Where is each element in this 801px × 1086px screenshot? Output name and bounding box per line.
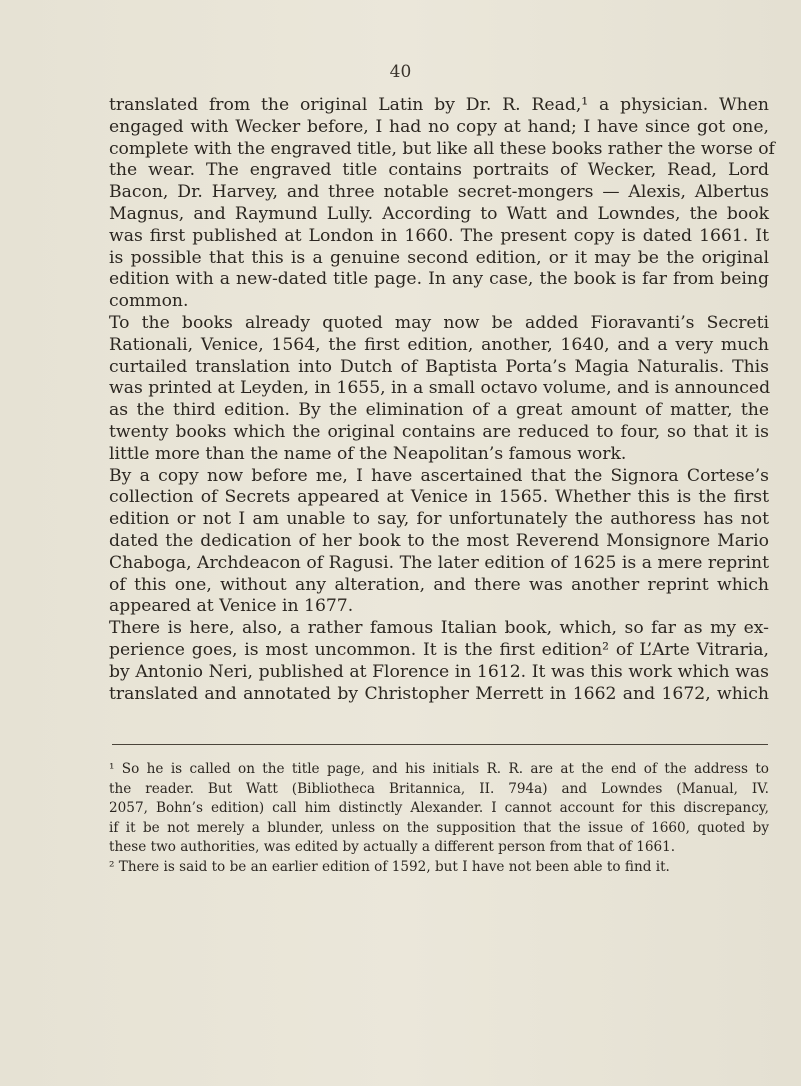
body-text-line: edition with a new-dated title page. In any case, the book is far from being	[109, 269, 769, 290]
body-text-line: by Antonio Neri, published at Florence in 1612. It was this work which was	[109, 661, 769, 682]
body-text-line: appeared at Venice in 1677.	[109, 596, 354, 617]
body-text-line: dated the dedication of her book to the most Reverend Monsignore Mario	[109, 530, 769, 551]
body-text-line: common.	[109, 291, 189, 312]
footnote-rule	[112, 744, 768, 745]
footnotes	[109, 760, 769, 878]
footnote-line: 2057, Bohn’s edition) call him distinctly Alexander. I cannot account for this discrepancy,	[109, 800, 769, 817]
footnote-line: the reader. But Watt (Bibliotheca Britannica, II. 794a) and Lowndes (Manual, IV.	[109, 780, 769, 797]
body-text-line: Bacon, Dr. Harvey, and three notable secret-mongers — Alexis, Albertus	[109, 182, 769, 203]
body-text-line: Chaboga, Archdeacon of Ragusi. The later edition of 1625 is a mere reprint	[109, 552, 769, 573]
body-text-line: By a copy now before me, I have ascertained that the Signora Cortese’s	[109, 465, 769, 486]
footnote-line: ² There is said to be an earlier edition of 1592, but I have not been able to find it.	[109, 858, 670, 875]
body-text-line: There is here, also, a rather famous Italian book, which, so far as my ex-	[109, 618, 769, 639]
body-text-line: translated from the original Latin by Dr. R. Read,¹ a physician. When	[109, 95, 769, 115]
body-text-line: little more than the name of the Neapolitan’s famous work.	[109, 443, 627, 464]
body-text-line: complete with the engraved title, but like all these books rather the worse of	[109, 138, 775, 159]
body-text-line: engaged with Wecker before, I had no copy at hand; I have since got one,	[109, 116, 769, 137]
body-text-line: Rationali, Venice, 1564, the first edition, another, 1640, and a very much	[109, 334, 769, 355]
body-text-line: is possible that this is a genuine second edition, or it may be the original	[109, 247, 769, 268]
page-number: 40	[389, 62, 412, 82]
body-text	[109, 95, 775, 705]
body-text-line: Magnus, and Raymund Lully. According to Watt and Lowndes, the book	[109, 203, 769, 224]
body-text-line: translated and annotated by Christopher Merrett in 1662 and 1672, which	[109, 683, 769, 704]
body-text-line: was printed at Leyden, in 1655, in a small octavo volume, and is announced	[109, 378, 771, 399]
footnote-line: these two authorities, was edited by actually a different person from that of 1661.	[109, 839, 676, 856]
body-text-line: twenty books which the original contains are reduced to four, so that it is	[109, 421, 769, 442]
footnote-line: if it be not merely a blunder, unless on the supposition that the issue of 1660, quoted by	[109, 819, 769, 836]
body-text-line: To the books already quoted may now be added Fioravanti’s Secreti	[109, 312, 769, 333]
footnote-line: ¹ So he is called on the title page, and his initials R. R. are at the end of the address to	[109, 761, 769, 777]
body-text-line: of this one, without any alteration, and there was another reprint which	[109, 574, 769, 595]
body-text-line: perience goes, is most uncommon. It is the first edition² of L’Arte Vitraria,	[109, 639, 769, 660]
body-text-line: curtailed translation into Dutch of Baptista Porta’s Magia Naturalis. This	[109, 356, 769, 377]
body-text-line: the wear. The engraved title contains portraits of Wecker, Read, Lord	[109, 160, 769, 181]
body-text-line: collection of Secrets appeared at Venice in 1565. Whether this is the first	[109, 487, 769, 508]
body-text-line: was first published at London in 1660. The present copy is dated 1661. It	[109, 225, 769, 246]
body-text-line: edition or not I am unable to say, for unfortunately the authoress has not	[109, 509, 769, 530]
body-text-line: as the third edition. By the elimination of a great amount of matter, the	[109, 400, 769, 421]
